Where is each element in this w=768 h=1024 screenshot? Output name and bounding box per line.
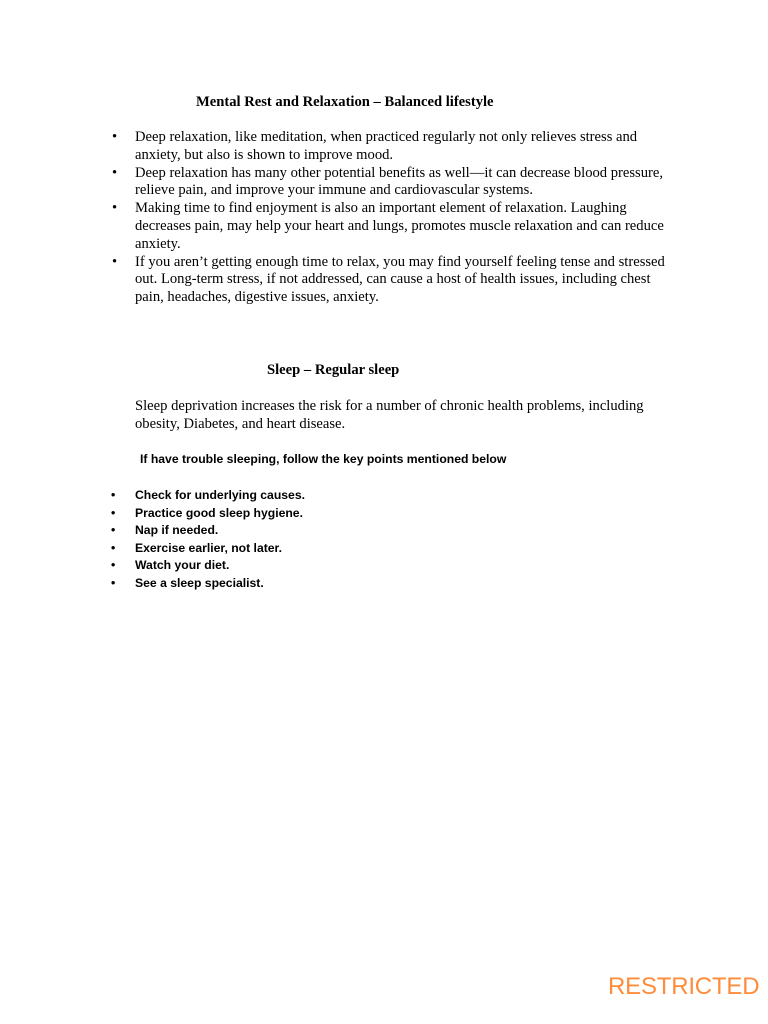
classification-label: RESTRICTED: [608, 973, 760, 1000]
list-item: [111, 522, 615, 540]
sleep-paragraph: Sleep deprivation increases the risk for a number of chronic health problems, including obesity, Diabetes, and heart disease.: [135, 398, 644, 432]
list-item: [112, 129, 665, 165]
bullet-icon: •: [111, 488, 116, 502]
list-item: [112, 200, 665, 253]
sleep-tips-bullet-list: [111, 487, 615, 593]
list-item-text: If you aren’t getting enough time to relax, you may find yourself feeling tense and stressed out. Long-term stress, if not addressed, can cause a host of health issues, including chest pain, headaches, digestive issues, anxiety.: [135, 253, 665, 306]
list-item-text: Watch your diet.: [135, 558, 230, 573]
list-item: [111, 487, 615, 505]
list-item-text: Making time to find enjoyment is also an important element of relaxation. Laughing decreases pain, may help your heart and lungs, promotes muscle relaxation and can reduce anxiety.: [135, 200, 664, 252]
sleep-tips-subheading: If have trouble sleeping, follow the key points mentioned below: [140, 452, 507, 466]
list-item: [112, 164, 665, 201]
list-item-text: Nap if needed.: [135, 523, 219, 538]
list-item: [111, 575, 615, 593]
section-heading-sleep: Sleep – Regular sleep: [267, 362, 400, 378]
bullet-icon: •: [111, 523, 116, 538]
list-item: [112, 253, 665, 307]
list-item-text: Check for underlying causes.: [135, 488, 306, 502]
bullet-icon: •: [111, 505, 116, 520]
bullet-icon: •: [111, 575, 116, 590]
bullet-icon: •: [112, 200, 118, 217]
list-item: [111, 540, 615, 558]
list-item-text: Deep relaxation, like meditation, when practiced regularly not only relieves stress and anxiety, but also is shown to improve mood.: [135, 129, 638, 163]
bullet-icon: •: [111, 558, 116, 573]
bullet-icon: •: [112, 164, 118, 181]
list-item-text: See a sleep specialist.: [135, 575, 264, 590]
bullet-icon: •: [112, 253, 118, 270]
list-item: [111, 505, 615, 523]
list-item-text: Deep relaxation has many other potential benefits as well—it can decrease blood pressure, relieve pain, and improve your immune and cardiovascular systems.: [135, 164, 664, 199]
list-item: [111, 557, 615, 575]
relaxation-bullet-list: [112, 129, 665, 307]
list-item-text: Exercise earlier, not later.: [135, 540, 283, 555]
bullet-icon: •: [112, 129, 118, 145]
list-item-text: Practice good sleep hygiene.: [135, 505, 303, 520]
section-heading-relaxation: Mental Rest and Relaxation – Balanced lifestyle: [196, 94, 494, 110]
bullet-icon: •: [111, 540, 116, 555]
